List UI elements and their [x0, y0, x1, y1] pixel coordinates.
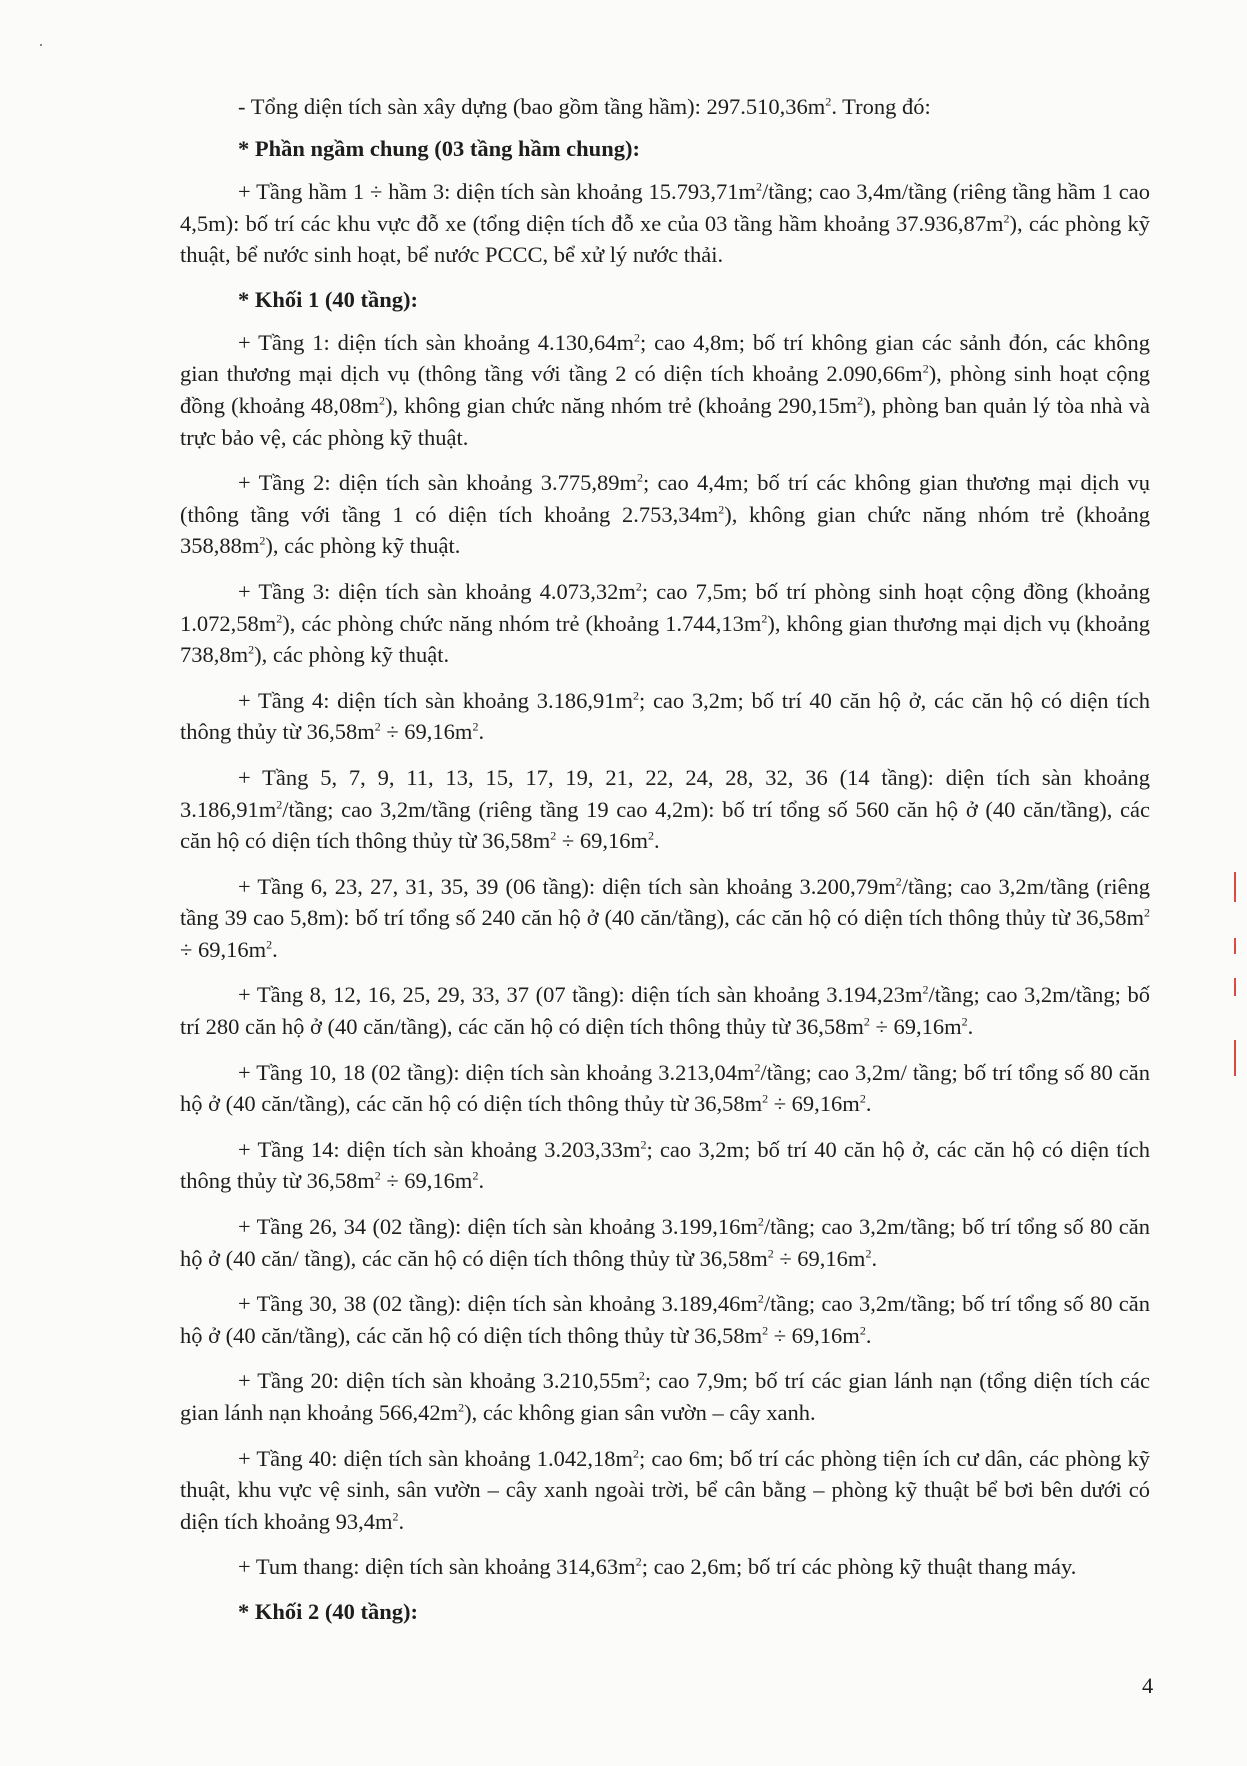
paragraph-floor-14: + Tầng 14: diện tích sàn khoảng $3.203,33m^2$; cao 3,2m; bố trí 40 căn hộ ở, các căn hộ có diện tích thông thủy từ $36,58m^2 \div 69,16m^2$. [180, 1136, 1150, 1194]
document-body [180, 92, 1150, 1639]
paragraph-floors-30-38: + Tầng 30, 38 (02 tầng): diện tích sàn khoảng $3.189,46m^2$/tầng; cao 3,2m/tầng; bố trí tổng số 80 căn hộ ở (40 căn/tầng), các căn hộ có diện tích thông thủy từ $36,58m^2 \div 69,16m^2$. [180, 1291, 1150, 1348]
paragraph-floors-6-group: + Tầng 6, 23, 27, 31, 35, 39 (06 tầng): diện tích sàn khoảng $3.200,79m^2$/tầng; cao 3,2m/tầng (riêng tầng 39 cao 5,8m): bố trí tổng số 240 căn hộ ở (40 căn/tầng), các căn hộ có diện tích thông thủy từ $36,58m^2 \div 69,16m^2$. [180, 873, 1150, 962]
paragraph-floor-40: + Tầng 40: diện tích sàn khoảng $1.042,18m^2$; cao 6m; bố trí các phòng tiện ích cư dân, các phòng kỹ thuật, khu vực vệ sinh, sân vườn – cây xanh ngoài trời, bể cân bằng – phòng kỹ thuật bể bơi bên dưới có diện tích khoảng $93,4m^2$. [180, 1445, 1150, 1534]
page-number: 4 [1142, 1673, 1154, 1698]
paragraph-stair-roof: + Tum thang: diện tích sàn khoảng $314,63m^2$; cao 2,6m; bố trí các phòng kỹ thuật thang máy. [238, 1554, 1077, 1580]
seal-stamp-edge [1234, 938, 1236, 954]
paragraph-floors-8-group: + Tầng 8, 12, 16, 25, 29, 33, 37 (07 tầng): diện tích sàn khoảng $3.194,23m^2$/tầng; cao 3,2m/tầng; bố trí 280 căn hộ ở (40 căn/tầng), các căn hộ có diện tích thông thủy từ $36,58m^2 \div 69,16m^2$. [180, 982, 1150, 1040]
section-heading-block-2: * Khối 2 (40 tầng): [238, 1598, 418, 1624]
scan-speck [40, 44, 42, 46]
paragraph-floors-26-34: + Tầng 26, 34 (02 tầng): diện tích sàn khoảng $3.199,16m^2$/tầng; cao 3,2m/tầng; bố trí tổng số 80 căn hộ ở (40 căn/ tầng), các căn hộ có diện tích thông thủy từ $36,58m^2 \div 69,16m^2$. [180, 1214, 1150, 1271]
paragraph-floor-20: + Tầng 20: diện tích sàn khoảng $3.210,55m^2$; cao 7,9m; bố trí các gian lánh nạn (tổng diện tích các gian lánh nạn khoảng $566,42m^2$), các không gian sân vườn – cây xanh. [180, 1368, 1150, 1425]
paragraph-basement: + Tầng hầm 1 ÷ hầm 3: diện tích sàn khoảng $15.793,71m^2$/tầng; cao 3,4m/tầng (riêng tầng hầm 1 cao 4,5m): bố trí các khu vực đỗ xe (tổng diện tích đỗ xe của 03 tầng hầm khoảng $37.936,87m^2$), các phòng kỹ thuật, bể nước sinh hoạt, bể nước PCCC, bể xử lý nước thải. [180, 179, 1151, 268]
seal-stamp-edge [1234, 1040, 1236, 1076]
seal-stamp-edge [1234, 872, 1236, 902]
total-floor-area-line: - Tổng diện tích sàn xây dựng (bao gồm tầng hầm): $297.510,36m^2$. Trong đó: [238, 94, 931, 119]
paragraph-floor-2: + Tầng 2: diện tích sàn khoảng $3.775,89m^2$; cao 4,4m; bố trí các không gian thương mại dịch vụ (thông tầng với tầng 1 có diện tích khoảng $2.753,34m^2$), không gian chức năng nhóm trẻ (khoảng $358,88m^2$), các phòng kỹ thuật. [180, 470, 1150, 559]
section-heading-underground: * Phần ngầm chung (03 tầng hầm chung): [238, 136, 640, 161]
seal-stamp-edge [1234, 978, 1236, 996]
paragraph-floors-odd-group: + Tầng 5, 7, 9, 11, 13, 15, 17, 19, 21, 22, 24, 28, 32, 36 (14 tầng): diện tích sàn khoảng $3.186,91m^2$/tầng; cao 3,2m/tầng (riêng tầng 19 cao 4,2m): bố trí tổng số 560 căn hộ ở (40 căn/tầng), các căn hộ có diện tích thông thủy từ $36,58m^2 \div 69,16m^2$. [180, 764, 1150, 854]
paragraph-floor-4: + Tầng 4: diện tích sàn khoảng $3.186,91m^2$; cao 3,2m; bố trí 40 căn hộ ở, các căn hộ có diện tích thông thủy từ $36,58m^2 \div 69,16m^2$. [180, 687, 1150, 745]
paragraph-floor-1: + Tầng 1: diện tích sàn khoảng $4.130,64m^2$; cao 4,8m; bố trí không gian các sảnh đón, các không gian thương mại dịch vụ (thông tầng với tầng 2 có diện tích khoảng $2.090,66m^2$), phòng sinh hoạt cộng đồng (khoảng $48,08m^2$), không gian chức năng nhóm trẻ (khoảng $290,15m^2$), phòng ban quản lý tòa nhà và trực bảo vệ, các phòng kỹ thuật. [180, 329, 1150, 450]
section-heading-block-1: * Khối 1 (40 tầng): [238, 286, 418, 312]
paragraph-floors-10-18: + Tầng 10, 18 (02 tầng): diện tích sàn khoảng $3.213,04m^2$/tầng; cao 3,2m/ tầng; bố trí tổng số 80 căn hộ ở (40 căn/tầng), các căn hộ có diện tích thông thủy từ $36,58m^2 \div 69,16m^2$. [180, 1059, 1150, 1117]
paragraph-floor-3: + Tầng 3: diện tích sàn khoảng $4.073,32m^2$; cao 7,5m; bố trí phòng sinh hoạt cộng đồng (khoảng $1.072,58m^2$), các phòng chức năng nhóm trẻ (khoảng $1.744,13m^2$), không gian thương mại dịch vụ (khoảng $738,8m^2$), các phòng kỹ thuật. [180, 578, 1151, 668]
